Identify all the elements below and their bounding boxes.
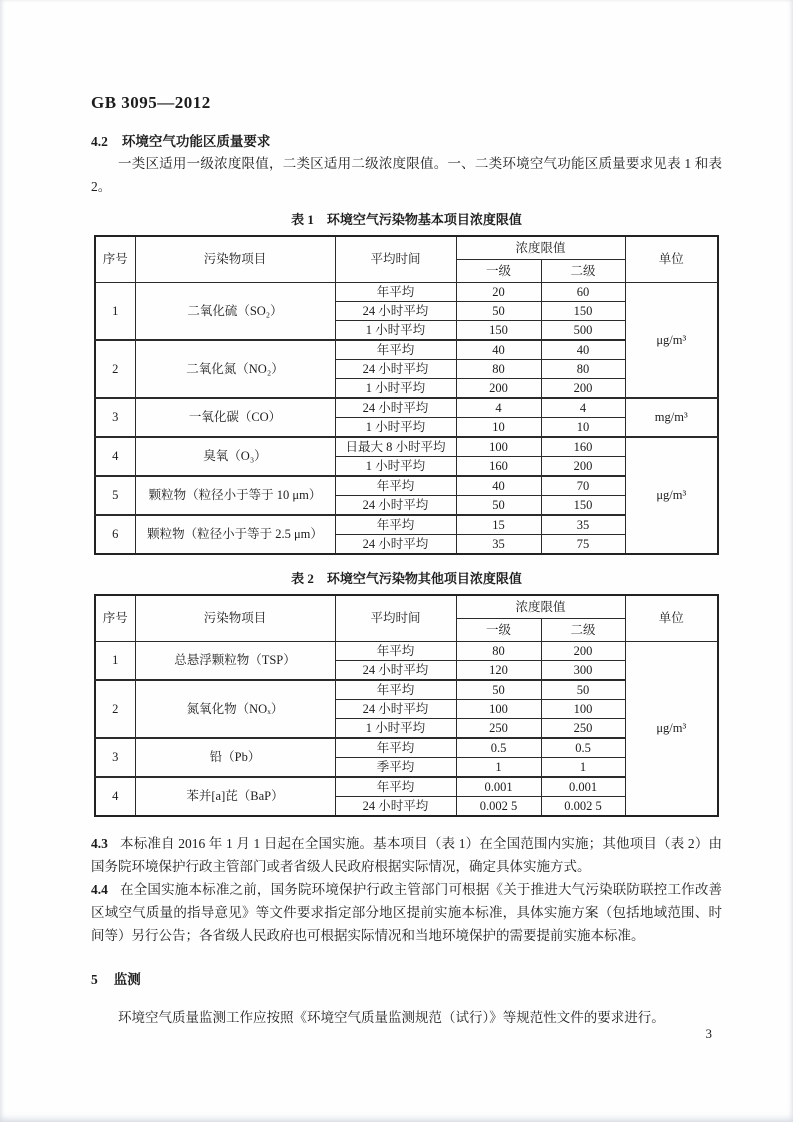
table-cell: 1 (456, 758, 541, 778)
table-cell: 年平均 (335, 777, 456, 797)
table-cell: 150 (456, 321, 541, 341)
table-cell: 0.5 (541, 738, 625, 758)
table-cell: 150 (541, 302, 625, 321)
table-cell: 24 小时平均 (335, 398, 456, 418)
table-cell: 200 (541, 642, 625, 661)
table-cell: 1 小时平均 (335, 379, 456, 399)
table-cell: 年平均 (335, 283, 456, 302)
table-cell: 50 (541, 680, 625, 700)
header-cell: 平均时间 (335, 595, 456, 642)
table-cell: 3 (95, 738, 135, 777)
table-cell: 24 小时平均 (335, 496, 456, 516)
table-cell: 160 (541, 437, 625, 457)
table-cell: 1 (95, 642, 135, 681)
table-cell: 200 (541, 457, 625, 477)
table-row (95, 340, 718, 360)
table-row (95, 777, 718, 797)
table-cell: 500 (541, 321, 625, 341)
section-text: 本标准自 2016 年 1 月 1 日起在全国实施。基本项目（表 1）在全国范围内实施；其他项目（表 2）由国务院环境保护行政主管部门或者省级人民政府根据实际情况，确定具体实施方式。 (91, 836, 722, 874)
table-cell: 3 (95, 398, 135, 437)
table-cell: 年平均 (335, 680, 456, 700)
table-cell: 1 (541, 758, 625, 778)
table-cell: 50 (456, 496, 541, 516)
table-cell: 10 (456, 418, 541, 438)
table-2-container (94, 594, 722, 817)
table-cell: 1 小时平均 (335, 457, 456, 477)
table-cell: 日最大 8 小时平均 (335, 437, 456, 457)
table-cell: 1 (95, 283, 135, 341)
table-cell: 150 (541, 496, 625, 516)
table-cell: 颗粒物（粒径小于等于 10 μm） (135, 476, 335, 515)
table-cell: 4 (456, 398, 541, 418)
table-cell: 75 (541, 535, 625, 555)
section-title: 环境空气功能区质量要求 (121, 134, 271, 149)
table-cell: 1 小时平均 (335, 418, 456, 438)
table-cell: mg/m³ (625, 398, 718, 437)
header-cell: 一级 (456, 260, 541, 283)
table-cell: 200 (541, 379, 625, 399)
table-cell: 40 (456, 476, 541, 496)
table-cell: 二氧化硫（SO₂） (135, 283, 335, 341)
table-cell: μg/m³ (625, 283, 718, 399)
table-row (95, 515, 718, 535)
table-cell: 100 (541, 700, 625, 719)
table-row (95, 283, 718, 302)
table-cell: 40 (456, 340, 541, 360)
table-cell: 年平均 (335, 642, 456, 661)
table-row (95, 738, 718, 758)
table-row (95, 680, 718, 700)
table-cell: 铅（Pb） (135, 738, 335, 777)
table-cell: 臭氧（O₃） (135, 437, 335, 476)
table-cell: 20 (456, 283, 541, 302)
table-2-title: 表 2 环境空气污染物其他项目浓度限值 (291, 571, 522, 586)
table-cell: 80 (541, 360, 625, 379)
table-cell: 4 (95, 777, 135, 816)
table-cell: 15 (456, 515, 541, 535)
table-cell: 5 (95, 476, 135, 515)
section-4-4-paragraph (91, 878, 722, 947)
header-cell: 一级 (456, 619, 541, 642)
table-cell: 10 (541, 418, 625, 438)
table-cell: 0.5 (456, 738, 541, 758)
section-number: 4.4 (91, 882, 108, 897)
section-5-heading (91, 968, 722, 988)
section-text: 在全国实施本标准之前，国务院环境保护行政主管部门可根据《关于推进大气污染联防联控工作改善区域空气质量的指导意见》等文件要求指定部分地区提前实施本标准，具体实施方案（包括地域范围、时间等）另行公告；各省级人民政府也可根据实际情况和当地环境保护的需要提前实施本标准。 (91, 882, 722, 943)
standard-code: GB 3095—2012 (91, 93, 211, 112)
header-row (95, 236, 718, 260)
table-cell: 50 (456, 302, 541, 321)
table-cell: 2 (95, 340, 135, 398)
section-number: 4.2 (91, 134, 108, 149)
section-4-2-paragraph: 一类区适用一级浓度限值，二类区适用二级浓度限值。一、二类环境空气功能区质量要求见表 1 和表 2。 (91, 156, 722, 194)
table-cell: 50 (456, 680, 541, 700)
table-cell: 24 小时平均 (335, 700, 456, 719)
table-cell: 年平均 (335, 515, 456, 535)
table-cell: 80 (456, 642, 541, 661)
header-cell: 序号 (95, 236, 135, 283)
table-cell: 年平均 (335, 476, 456, 496)
table-cell: 160 (456, 457, 541, 477)
table-row (95, 437, 718, 457)
table-cell: 4 (541, 398, 625, 418)
header-cell: 单位 (625, 595, 718, 642)
table-cell: 氮氧化物（NOₓ） (135, 680, 335, 738)
header-cell: 污染物项目 (135, 595, 335, 642)
header-cell: 浓度限值 (456, 595, 625, 619)
concentration-limits-table (94, 594, 719, 817)
table-cell: 一氧化碳（CO） (135, 398, 335, 437)
table-cell: μg/m³ (625, 642, 718, 817)
table-cell: 2 (95, 680, 135, 738)
section-4-2-heading (91, 130, 722, 150)
table-cell: 24 小时平均 (335, 360, 456, 379)
table-cell: 6 (95, 515, 135, 554)
table-cell: 35 (456, 535, 541, 555)
table-cell: 35 (541, 515, 625, 535)
table-cell: 颗粒物（粒径小于等于 2.5 μm） (135, 515, 335, 554)
table-cell: 年平均 (335, 738, 456, 758)
header-cell: 平均时间 (335, 236, 456, 283)
table-cell: 80 (456, 360, 541, 379)
table-cell: 1 小时平均 (335, 719, 456, 739)
table-cell: 40 (541, 340, 625, 360)
table-cell: 0.001 (456, 777, 541, 797)
table-cell: 24 小时平均 (335, 797, 456, 817)
table-cell: 1 小时平均 (335, 321, 456, 341)
table-cell: 60 (541, 283, 625, 302)
table-cell: 100 (456, 437, 541, 457)
table-cell: 120 (456, 661, 541, 681)
table-cell: 总悬浮颗粒物（TSP） (135, 642, 335, 681)
section-5-paragraph: 环境空气质量监测工作应按照《环境空气质量监测规范（试行）》等规范性文件的要求进行。 (118, 1010, 665, 1025)
table-1-title: 表 1 环境空气污染物基本项目浓度限值 (291, 212, 522, 227)
header-cell: 二级 (541, 260, 625, 283)
table-cell: 24 小时平均 (335, 535, 456, 555)
table-cell: 季平均 (335, 758, 456, 778)
section-number: 5 (91, 972, 98, 987)
table-cell: 4 (95, 437, 135, 476)
table-cell: 二氧化氮（NO₂） (135, 340, 335, 398)
table-cell: 100 (456, 700, 541, 719)
table-cell: 苯并[a]芘（BaP） (135, 777, 335, 816)
table-cell: 250 (541, 719, 625, 739)
header-cell: 单位 (625, 236, 718, 283)
section-number: 4.3 (91, 836, 108, 851)
section-title: 监测 (113, 972, 141, 987)
table-cell: 24 小时平均 (335, 661, 456, 681)
table-cell: 0.002 5 (541, 797, 625, 817)
table-cell: 70 (541, 476, 625, 496)
concentration-limits-table (94, 235, 719, 555)
table-cell: 24 小时平均 (335, 302, 456, 321)
header-row (95, 595, 718, 619)
table-cell: 年平均 (335, 340, 456, 360)
table-row (95, 642, 718, 661)
table-cell: 200 (456, 379, 541, 399)
table-cell: 0.001 (541, 777, 625, 797)
table-cell: μg/m³ (625, 437, 718, 554)
table-cell: 250 (456, 719, 541, 739)
header-cell: 污染物项目 (135, 236, 335, 283)
table-1-container (94, 235, 722, 555)
section-4-3-paragraph (91, 832, 722, 878)
page-number: 3 (705, 1026, 712, 1041)
table-row (95, 398, 718, 418)
table-row (95, 476, 718, 496)
header-cell: 浓度限值 (456, 236, 625, 260)
header-cell: 序号 (95, 595, 135, 642)
table-cell: 300 (541, 661, 625, 681)
header-cell: 二级 (541, 619, 625, 642)
table-cell: 0.002 5 (456, 797, 541, 817)
